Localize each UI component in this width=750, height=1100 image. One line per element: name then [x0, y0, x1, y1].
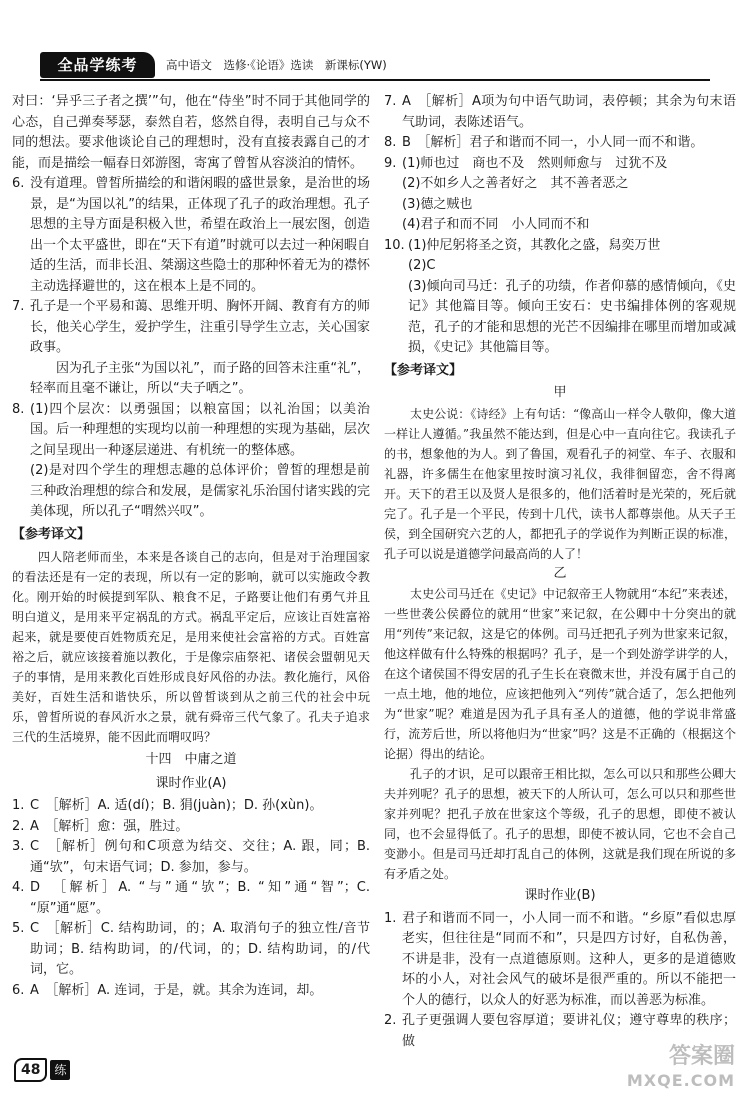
reference-translation-label: 【参考译文】 [12, 526, 91, 542]
reference-translation-label: 【参考译文】 [384, 362, 463, 378]
answer-r8 [384, 133, 736, 154]
item-number: 9. [384, 155, 397, 171]
page-header [40, 52, 750, 80]
item-number: 1. [12, 798, 25, 813]
left-column [12, 92, 370, 1001]
chapter-title: 十四 中庸之道 [145, 752, 237, 767]
item-text: (1)四个层次：以勇强国；以粮富国；以礼治国；以美治国。后一种理想的实现均以前一种理想的实现为基础，层次之间呈现出一种逐层递进、有机统一的整体感。 [30, 401, 370, 458]
item-text: 因为孔子主张“为国以礼”，而子路的回答未注重“礼”，轻率而且毫不谦让，所以“夫子哂之”。 [30, 360, 370, 396]
item-text: 孔子是一个平易和蔼、思维开明、胸怀开阔、教育有方的师长，他关心学生，爱护学生，注重引导学生立志，关心国家政事。 [30, 299, 370, 355]
item-text: (2)C [408, 258, 436, 273]
section-jia-heading: 甲 [553, 385, 567, 400]
answer-a3 [12, 837, 370, 878]
item-text: A ［解析］愈：强，胜过。 [30, 818, 189, 834]
item-text: 没有道理。曾皙所描绘的和谐闲暇的盛世景象，是治世的场景，是“为国以礼”的结果，正体现了孔子的政治理想。孔子思想的主导方面是积极入世，希望在政治上一展宏图，创造出一个太平盛世，即在“天下有道”时就可以去过一种闲暇自适的生活，而非长沮、桀溺这些隐士的那种怀着无为的襟怀主动选择避世的，这在根本上是不同的。 [30, 176, 370, 294]
item-text: (2)不如乡人之善者好之 其不善者恶之 [402, 176, 629, 191]
watermark [610, 1045, 735, 1090]
watermark-line-2: MXQE.COM [626, 1071, 735, 1090]
answer-r10 [384, 236, 736, 359]
item-number: 3. [12, 839, 25, 854]
item-text: B ［解析］君子和谐而不同一，小人同一而不和谐。 [402, 135, 704, 150]
item-text: 君子和谐而不同一，小人同一而不和谐。“乡原”看似忠厚老实，但往往是“同而不和”，只是四方讨好，自私伪善，不讲是非，没有一点道德原则。这种人，更多的是道德败坏的小人，对社会风气的破坏是很严重的。所以不能把一个人的德行，以众人的好恶为标准，而以善恶为标准。 [402, 910, 736, 1008]
item-text: (3)倾向司马迁：孔子的功绩，作者仰慕的感情倾向，《史记》其他篇目等。倾向王安石：史书编排体例的客观规范，孔子的才能和思想的光芒不因编排在哪里而增加或减损，《史记》其他篇目等。 [408, 278, 736, 355]
item-number: 1. [384, 910, 397, 926]
page-label: 练 [50, 1060, 70, 1080]
answer-item-7 [12, 297, 370, 400]
translation-yi-text-2: 孔子的才识，足可以跟帝王相比拟，怎么可以只和那些公卿大夫并列呢？孔子的思想，被天下的人所认可，怎么可以只和那些世家并列呢？把孔子放在世家这个等级，孔子的思想，即使不被认同，也不会显得低了。孔子的思想，即使不被认同，它也不会自己变渺小。但是司马迁却打乱自己的体例，这就是我们现在所说的多有矛盾之处。 [384, 767, 736, 881]
right-column [384, 92, 736, 1052]
answer-r9 [384, 154, 736, 236]
item-number: 2. [12, 818, 25, 834]
item-text: (4)君子和而不同 小人同而不和 [402, 217, 590, 232]
header-rule [40, 79, 710, 81]
item-number: 5. [12, 921, 25, 936]
answer-a1 [12, 796, 370, 817]
header-subject: 高中语文 选修·《论语》选读 新课标(YW) [166, 58, 387, 72]
answer-r7 [384, 92, 736, 133]
answer-item-8 [12, 400, 370, 523]
item-text: (1)仲尼躬将圣之资，其教化之盛，舄奕万世 [408, 237, 661, 253]
item-text: 孔子更强调人要包容厚道；要讲礼仪；遵守尊卑的秩序；做 [402, 1013, 736, 1049]
item-text: (2)是对四个学生的理想志趣的总体评价；曾皙的理想是前三种政治理想的综合和发展，是儒家礼乐治国付诸实践的完美体现，所以孔子“喟然兴叹”。 [30, 463, 370, 519]
item-number: 6. [12, 176, 25, 191]
answer-a2 [12, 817, 370, 838]
item-number: 7. [12, 299, 25, 314]
item-text: C ［解析］A. 适(dí)；B. 狷(juàn)；D. 孙(xùn)。 [30, 798, 323, 813]
section-yi-heading: 乙 [553, 565, 567, 581]
item-text: A ［解析］A. 连词，于是，就。其余为连词，却。 [30, 982, 323, 998]
translation-jia-text: 太史公说：《诗经》上有句话：“像高山一样令人敬仰，像大道一样让人遵循。”我虽然不能达到，但是心中一直向往它。我读孔子的书，想象他的为人。到了鲁国，观看孔子的祠堂、车子、衣服和礼器，许多儒生在他家里按时演习礼仪，我徘徊留恋，舍不得离开。天下的君王以及贤人是很多的，他们活着时是光荣的，死后就完了。孔子是一个平民，传到十几代，读书人都尊崇他。从天子王侯，到全国研究六艺的人，都把孔子的学说作为判断正误的标准，孔子可以说是道德学问最高尚的人了！ [384, 406, 736, 561]
item-number: 8. [384, 135, 397, 150]
item-number: 4. [12, 880, 25, 895]
answer-intro-paragraph: 对曰：‘异乎三子者之撰’”句，他在“侍坐”时不同于其他同学的心态，自己弹奏琴瑟，泰然自若，悠然自得，表明自己与众不同的想法。要求他谈论自己的理想时，没有直接表露自己的才能，而是描绘一幅春日郊游图，寄寓了曾皙从容淡泊的情怀。 [12, 94, 370, 171]
page-number-badge [14, 1058, 70, 1082]
exercise-subtitle-a: 课时作业(A) [155, 775, 227, 791]
answer-a4 [12, 878, 370, 919]
item-text: (3)德之贼也 [402, 196, 473, 212]
item-text: A ［解析］A项为句中语气助词，表停顿；其余为句末语气助词，表陈述语气。 [402, 94, 736, 130]
answer-b1 [384, 909, 736, 1012]
item-number: 7. [384, 94, 397, 109]
watermark-line-1: 答案圈 [668, 1044, 735, 1069]
item-text: C ［解析］C. 结构助词，的；A. 取消句子的独立性/音节助词；B. 结构助词，的/代词，的；D. 结构助词，的/代词，它。 [30, 921, 370, 977]
translation-text: 四人陪老师而坐，本来是各谈自己的志向，但是对于治理国家的看法还是有一定的表现，所以有一定的影响，就可以实施政令教化。刚开始的时候提到军队、粮食不足，子路要让他们有勇气并且明白道义，是用来平定祸乱的方式。祸乱平定后，应该让百姓富裕起来，就是要使百姓物质充足，是用来使社会富裕的方式。百姓富裕之后，就应该接着施以教化，于是像宗庙祭祀、诸侯会盟朝见天子的事情，是用来教化百姓形成良好风俗的办法。教化施行，风俗美好，百姓生活和谐快乐，所以曾皙谈到从之前三代的社会中玩乐，曾皙所说的春风沂水之景，就有舜帝三代气象了。孔夫子追求三代的生活境界，能不因此而喟叹吗？ [12, 550, 370, 744]
item-text: (1)师也过 商也不及 然则师愈与 过犹不及 [402, 155, 668, 171]
answer-item-6 [12, 174, 370, 297]
page-number: 48 [14, 1058, 47, 1082]
item-text: C ［解析］例句和C项意为结交、交往；A. 跟，同；B. 通“欤”，句末语气词；D. 参加，参与。 [30, 839, 370, 875]
exercise-subtitle-b: 课时作业(B) [524, 888, 596, 903]
item-number: 6. [12, 982, 25, 998]
item-number: 10. [384, 237, 405, 253]
item-number: 8. [12, 401, 25, 417]
answer-a5 [12, 919, 370, 981]
item-number: 2. [384, 1013, 397, 1028]
answer-a6 [12, 981, 370, 1002]
brand-logo: 全品学练考 [40, 52, 155, 78]
item-text: D ［解析］A. “与”通“欤”；B. “知”通“智”；C. “原”通“愿”。 [30, 880, 370, 916]
translation-yi-text: 太史公司马迁在《史记》中记叙帝王人物就用“本纪”来表述，一些世袭公侯爵位的就用“世家”来记叙，在公卿中十分突出的就用“列传”来记叙，这是它的体例。司马迁把孔子列为世家来记叙，他这样做有什么特殊的根据吗？孔子，是一个到处游学讲学的人，在这个诸侯国不得安居的孔子生长在衰微末世，并没有属于自己的一点土地，他的地位，应该把他列入“列传”就合适了，怎么把他列为“世家”呢？难道是因为孔子具有圣人的道德，他的学说非常盛行，流芳后世，所以将他归为“世家”吗？这是不正确的（根据这个论据）得出的结论。 [384, 587, 736, 761]
